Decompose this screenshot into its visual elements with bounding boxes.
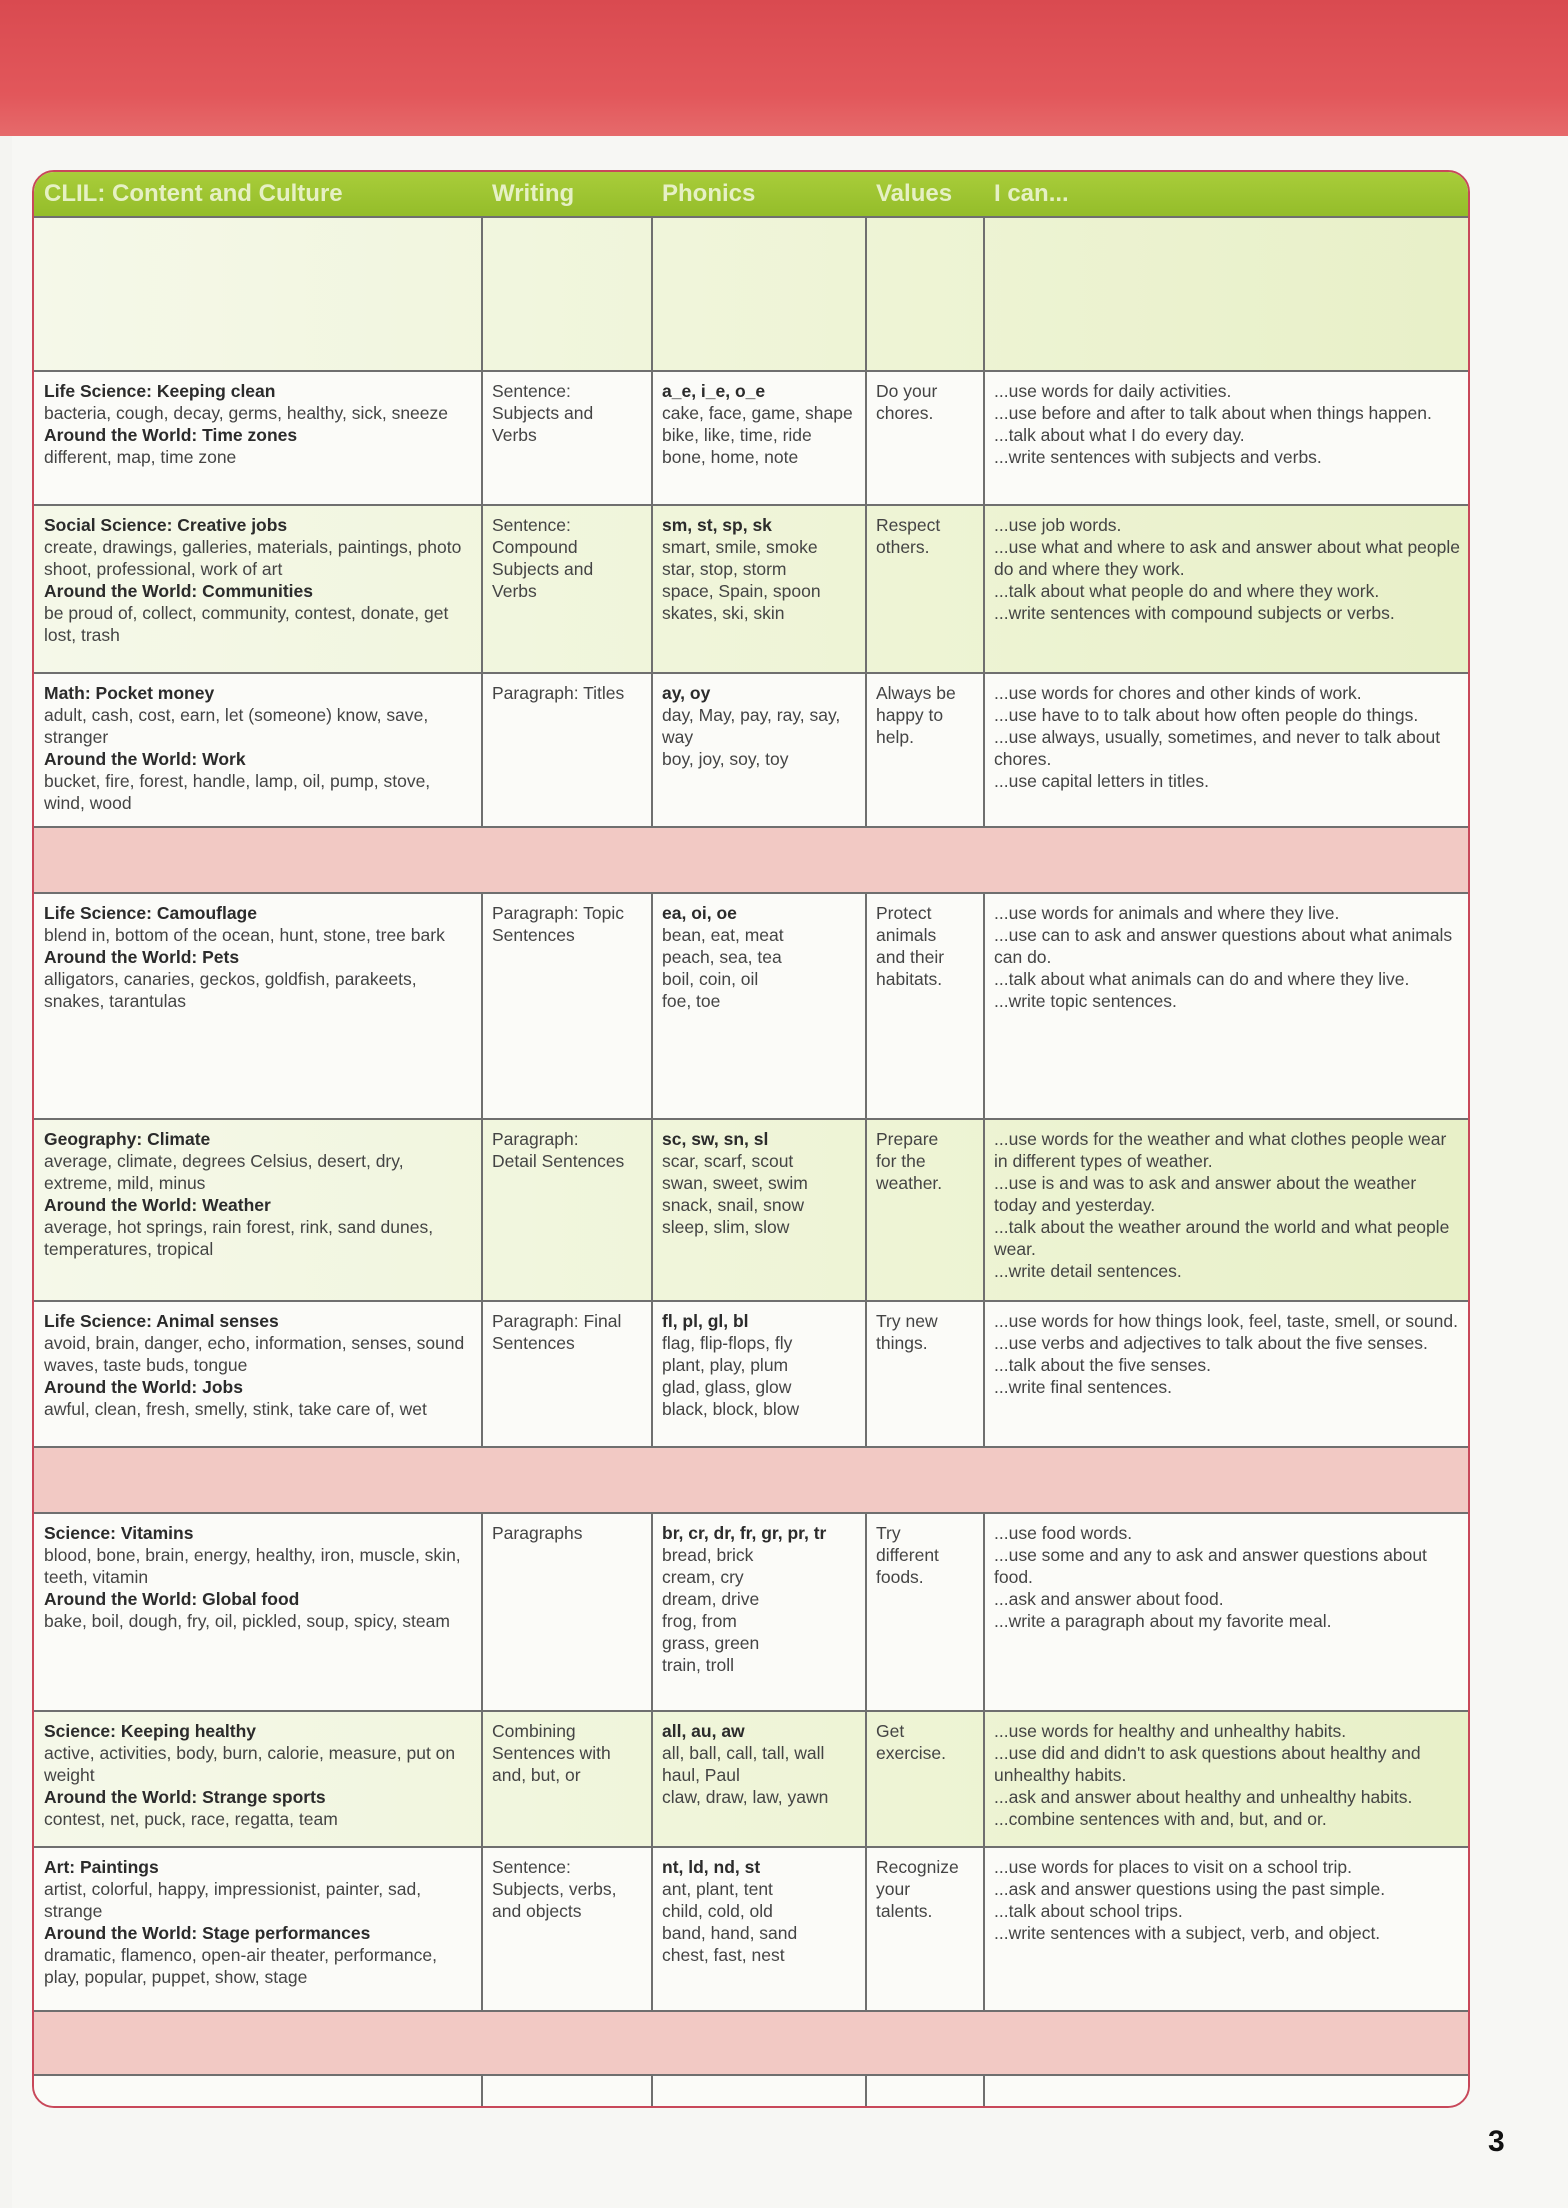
- vocab-list: all, ball, call, tall, wall: [662, 1743, 825, 1763]
- text-line: Prepare: [876, 1129, 939, 1149]
- vocab-list: foe, toe: [662, 991, 721, 1011]
- topic-heading: Around the World: Global food: [44, 1589, 300, 1609]
- clil-cell: [34, 506, 482, 674]
- text-line: and, but, or: [492, 1765, 581, 1785]
- column-divider: [865, 2076, 867, 2108]
- vocab-list: bone, home, note: [662, 447, 799, 467]
- vocab-list: awful, clean, fresh, smelly, stink, take care of, wet: [44, 1399, 427, 1419]
- topic-heading: a_e, i_e, o_e: [662, 381, 766, 401]
- text-line: Try new: [876, 1311, 938, 1331]
- text-line: different: [876, 1545, 939, 1565]
- blank-row: [34, 2074, 1468, 2108]
- unit-divider-row: [34, 1446, 1468, 1512]
- text-line: Get: [876, 1721, 905, 1741]
- vocab-list: child, cold, old: [662, 1901, 773, 1921]
- topic-heading: Around the World: Communities: [44, 581, 313, 601]
- text-line: ...use did and didn't to ask questions about healthy and unhealthy habits.: [994, 1743, 1421, 1785]
- vocab-list: average, hot springs, rain forest, rink, sand dunes, temperatures, tropical: [44, 1217, 434, 1259]
- vocab-list: frog, from: [662, 1611, 737, 1631]
- phonics-cell: [652, 894, 866, 1120]
- vocab-list: avoid, brain, danger, echo, information, senses, sound waves, taste buds, tongue: [44, 1333, 465, 1375]
- topic-heading: Around the World: Pets: [44, 947, 240, 967]
- writing-cell: [482, 372, 652, 506]
- clil-cell: [34, 1120, 482, 1302]
- vocab-list: active, activities, body, burn, calorie, measure, put on weight: [44, 1743, 456, 1785]
- text-line: ...write final sentences.: [994, 1377, 1172, 1397]
- text-line: ...use some and any to ask and answer questions about food.: [994, 1545, 1427, 1587]
- topic-heading: Geography: Climate: [44, 1129, 211, 1149]
- text-line: ...write sentences with a subject, verb, and object.: [994, 1923, 1381, 1943]
- text-line: Respect: [876, 515, 941, 535]
- vocab-list: cake, face, game, shape: [662, 403, 853, 423]
- vocab-list: band, hand, sand: [662, 1923, 798, 1943]
- topic-heading: Around the World: Stage performances: [44, 1923, 371, 1943]
- vocab-list: boil, coin, oil: [662, 969, 759, 989]
- vocab-list: flag, flip-flops, fly: [662, 1333, 793, 1353]
- i-can-cell: [984, 506, 1470, 674]
- text-line: ...use have to to talk about how often people do things.: [994, 705, 1419, 725]
- topic-heading: Around the World: Weather: [44, 1195, 271, 1215]
- table-row: [34, 1512, 1468, 1710]
- table-header: [34, 172, 1468, 216]
- vocab-list: be proud of, collect, community, contest, donate, get lost, trash: [44, 603, 449, 645]
- vocab-list: bike, like, time, ride: [662, 425, 812, 445]
- clil-cell: [34, 1712, 482, 1848]
- vocab-list: plant, play, plum: [662, 1355, 789, 1375]
- text-line: ...use words for animals and where they live.: [994, 903, 1340, 923]
- text-line: ...use can to ask and answer questions about what animals can do.: [994, 925, 1453, 967]
- phonics-cell: [652, 1120, 866, 1302]
- text-line: Sentences: [492, 925, 575, 945]
- topic-heading: Around the World: Strange sports: [44, 1787, 326, 1807]
- text-line: ...use food words.: [994, 1523, 1133, 1543]
- table-row: [34, 672, 1468, 826]
- phonics-cell: [652, 1848, 866, 2012]
- values-cell: [866, 1514, 984, 1712]
- text-line: ...use verbs and adjectives to talk about the five senses.: [994, 1333, 1428, 1353]
- page-number: 3: [1488, 2125, 1505, 2158]
- table-row: [34, 1118, 1468, 1300]
- vocab-list: different, map, time zone: [44, 447, 237, 467]
- text-line: ...use words for chores and other kinds of work.: [994, 683, 1362, 703]
- table-row: [34, 370, 1468, 504]
- text-line: ...ask and answer about healthy and unhealthy habits.: [994, 1787, 1413, 1807]
- values-cell: [866, 372, 984, 506]
- topic-heading: Around the World: Time zones: [44, 425, 298, 445]
- unit-divider-row: [34, 826, 1468, 892]
- vocab-list: haul, Paul: [662, 1765, 740, 1785]
- text-line: animals: [876, 925, 937, 945]
- text-line: ...ask and answer about food.: [994, 1589, 1224, 1609]
- vocab-list: dramatic, flamenco, open-air theater, performance, play, popular, puppet, show, stage: [44, 1945, 437, 1987]
- text-line: Verbs: [492, 425, 537, 445]
- vocab-list: bean, eat, meat: [662, 925, 784, 945]
- text-line: ...use words for places to visit on a school trip.: [994, 1857, 1352, 1877]
- clil-cell: [34, 1514, 482, 1712]
- text-line: your: [876, 1879, 911, 1899]
- text-line: Sentence:: [492, 515, 571, 535]
- text-line: happy to: [876, 705, 944, 725]
- text-line: Do your: [876, 381, 938, 401]
- vocab-list: scar, scarf, scout: [662, 1151, 794, 1171]
- text-line: Sentence:: [492, 1857, 571, 1877]
- clil-cell: [34, 674, 482, 828]
- topic-heading: Art: Paintings: [44, 1857, 159, 1877]
- vocab-list: dream, drive: [662, 1589, 760, 1609]
- phonics-cell: [652, 372, 866, 506]
- text-line: for the: [876, 1151, 926, 1171]
- vocab-list: blood, bone, brain, energy, healthy, iron, muscle, skin, teeth, vitamin: [44, 1545, 461, 1587]
- text-line: Try: [876, 1523, 901, 1543]
- text-line: ...write a paragraph about my favorite meal.: [994, 1611, 1332, 1631]
- text-line: ...use words for healthy and unhealthy habits.: [994, 1721, 1347, 1741]
- writing-cell: [482, 1120, 652, 1302]
- header-phonics: Phonics: [662, 180, 756, 207]
- topic-heading: Around the World: Jobs: [44, 1377, 243, 1397]
- topic-heading: Around the World: Work: [44, 749, 246, 769]
- i-can-cell: [984, 1302, 1470, 1448]
- values-cell: [866, 1712, 984, 1848]
- vocab-list: bake, boil, dough, fry, oil, pickled, soup, spicy, steam: [44, 1611, 450, 1631]
- text-line: ...talk about the weather around the world and what people wear.: [994, 1217, 1450, 1259]
- clil-cell: [34, 372, 482, 506]
- text-line: ...talk about what I do every day.: [994, 425, 1245, 445]
- writing-cell: [482, 894, 652, 1120]
- text-line: exercise.: [876, 1743, 947, 1763]
- text-line: Verbs: [492, 581, 537, 601]
- text-line: Paragraphs: [492, 1523, 583, 1543]
- table-row: [34, 892, 1468, 1118]
- topic-heading: Life Science: Animal senses: [44, 1311, 279, 1331]
- vocab-list: ant, plant, tent: [662, 1879, 773, 1899]
- header-clil: CLIL: Content and Culture: [44, 180, 343, 207]
- vocab-list: create, drawings, galleries, materials, paintings, photo shoot, professional, work of art: [44, 537, 462, 579]
- text-line: ...use is and was to ask and answer about the weather today and yesterday.: [994, 1173, 1417, 1215]
- i-can-cell: [984, 1120, 1470, 1302]
- top-red-band: [0, 0, 1568, 136]
- text-line: Paragraph:: [492, 1129, 579, 1149]
- values-cell: [866, 1120, 984, 1302]
- table-row: [34, 504, 1468, 672]
- vocab-list: black, block, blow: [662, 1399, 800, 1419]
- text-line: others.: [876, 537, 930, 557]
- header-i-can: I can...: [994, 180, 1069, 207]
- vocab-list: train, troll: [662, 1655, 734, 1675]
- text-line: ...use always, usually, sometimes, and never to talk about chores.: [994, 727, 1441, 769]
- vocab-list: alligators, canaries, geckos, goldfish, parakeets, snakes, tarantulas: [44, 969, 417, 1011]
- topic-heading: all, au, aw: [662, 1721, 745, 1741]
- vocab-list: cream, cry: [662, 1567, 744, 1587]
- vocab-list: bread, brick: [662, 1545, 754, 1565]
- topic-heading: br, cr, dr, fr, gr, pr, tr: [662, 1523, 827, 1543]
- text-line: ...write sentences with compound subjects or verbs.: [994, 603, 1395, 623]
- clil-cell: [34, 894, 482, 1120]
- vocab-list: adult, cash, cost, earn, let (someone) know, save, stranger: [44, 705, 429, 747]
- values-cell: [866, 894, 984, 1120]
- text-line: Paragraph: Titles: [492, 683, 625, 703]
- text-line: Subjects and: [492, 403, 594, 423]
- text-line: habitats.: [876, 969, 943, 989]
- i-can-cell: [984, 1712, 1470, 1848]
- writing-cell: [482, 1302, 652, 1448]
- text-line: chores.: [876, 403, 934, 423]
- vocab-list: sleep, slim, slow: [662, 1217, 790, 1237]
- text-line: ...use job words.: [994, 515, 1122, 535]
- text-line: ...talk about the five senses.: [994, 1355, 1211, 1375]
- text-line: Sentences: [492, 1333, 575, 1353]
- text-line: ...use before and after to talk about when things happen.: [994, 403, 1432, 423]
- text-line: Subjects and: [492, 559, 594, 579]
- vocab-list: snack, snail, snow: [662, 1195, 805, 1215]
- vocab-list: bacteria, cough, decay, germs, healthy, sick, sneeze: [44, 403, 449, 423]
- i-can-cell: [984, 1514, 1470, 1712]
- writing-cell: [482, 674, 652, 828]
- vocab-list: chest, fast, nest: [662, 1945, 785, 1965]
- text-line: ...use capital letters in titles.: [994, 771, 1209, 791]
- values-cell: [866, 1848, 984, 2012]
- writing-cell: [482, 1712, 652, 1848]
- text-line: ...write topic sentences.: [994, 991, 1177, 1011]
- text-line: and their: [876, 947, 945, 967]
- topic-heading: nt, ld, nd, st: [662, 1857, 761, 1877]
- text-line: ...talk about what animals can do and where they live.: [994, 969, 1410, 989]
- vocab-list: boy, joy, soy, toy: [662, 749, 789, 769]
- text-line: help.: [876, 727, 914, 747]
- vocab-list: bucket, fire, forest, handle, lamp, oil, pump, stove, wind, wood: [44, 771, 431, 813]
- writing-cell: [482, 1514, 652, 1712]
- vocab-list: artist, colorful, happy, impressionist, painter, sad, strange: [44, 1879, 422, 1921]
- vocab-list: star, stop, storm: [662, 559, 787, 579]
- text-line: Detail Sentences: [492, 1151, 625, 1171]
- vocab-list: glad, glass, glow: [662, 1377, 792, 1397]
- phonics-cell: [652, 1302, 866, 1448]
- scope-sequence-table: [32, 170, 1470, 2108]
- writing-cell: [482, 1848, 652, 2012]
- i-can-cell: [984, 894, 1470, 1120]
- column-divider: [865, 218, 867, 372]
- text-line: and objects: [492, 1901, 582, 1921]
- clil-cell: [34, 1848, 482, 2012]
- values-cell: [866, 506, 984, 674]
- topic-heading: ea, oi, oe: [662, 903, 737, 923]
- table-row: [34, 1300, 1468, 1446]
- topic-heading: ay, oy: [662, 683, 711, 703]
- header-writing: Writing: [492, 180, 575, 207]
- clil-cell: [34, 1302, 482, 1448]
- column-divider: [481, 218, 483, 372]
- column-divider: [651, 218, 653, 372]
- text-line: Compound: [492, 537, 578, 557]
- column-divider: [983, 218, 985, 372]
- topic-heading: fl, pl, gl, bl: [662, 1311, 749, 1331]
- topic-heading: Life Science: Camouflage: [44, 903, 257, 923]
- text-line: Always be: [876, 683, 956, 703]
- column-divider: [983, 2076, 985, 2108]
- text-line: ...write sentences with subjects and verbs.: [994, 447, 1322, 467]
- text-line: Recognize: [876, 1857, 959, 1877]
- text-line: ...use words for how things look, feel, taste, smell, or sound.: [994, 1311, 1458, 1331]
- text-line: ...ask and answer questions using the past simple.: [994, 1879, 1386, 1899]
- phonics-cell: [652, 1712, 866, 1848]
- writing-cell: [482, 506, 652, 674]
- text-line: Combining: [492, 1721, 576, 1741]
- vocab-list: day, May, pay, ray, say, way: [662, 705, 841, 747]
- unit-divider-row: [34, 2010, 1468, 2074]
- vocab-list: space, Spain, spoon: [662, 581, 821, 601]
- vocab-list: swan, sweet, swim: [662, 1173, 808, 1193]
- table-row: [34, 1846, 1468, 2010]
- vocab-list: grass, green: [662, 1633, 760, 1653]
- topic-heading: Life Science: Keeping clean: [44, 381, 276, 401]
- topic-heading: Science: Keeping healthy: [44, 1721, 257, 1741]
- text-line: foods.: [876, 1567, 924, 1587]
- vocab-list: skates, ski, skin: [662, 603, 785, 623]
- topic-heading: Science: Vitamins: [44, 1523, 194, 1543]
- text-line: Protect: [876, 903, 932, 923]
- topic-heading: sc, sw, sn, sl: [662, 1129, 769, 1149]
- text-line: Sentence:: [492, 381, 571, 401]
- vocab-list: peach, sea, tea: [662, 947, 782, 967]
- values-cell: [866, 674, 984, 828]
- text-line: ...combine sentences with and, but, and or.: [994, 1809, 1327, 1829]
- i-can-cell: [984, 372, 1470, 506]
- values-cell: [866, 1302, 984, 1448]
- table-row: [34, 1710, 1468, 1846]
- column-divider: [481, 2076, 483, 2108]
- text-line: Sentences with: [492, 1743, 611, 1763]
- text-line: ...write detail sentences.: [994, 1261, 1182, 1281]
- text-line: ...talk about school trips.: [994, 1901, 1183, 1921]
- phonics-cell: [652, 1514, 866, 1712]
- topic-heading: Social Science: Creative jobs: [44, 515, 288, 535]
- header-values: Values: [876, 180, 953, 207]
- text-line: ...use words for the weather and what clothes people wear in different types of weather.: [994, 1129, 1447, 1171]
- vocab-list: claw, draw, law, yawn: [662, 1787, 829, 1807]
- text-line: talents.: [876, 1901, 933, 1921]
- vocab-list: blend in, bottom of the ocean, hunt, stone, tree bark: [44, 925, 445, 945]
- text-line: ...talk about what people do and where they work.: [994, 581, 1380, 601]
- text-line: ...use what and where to ask and answer about what people do and where they work.: [994, 537, 1460, 579]
- vocab-list: contest, net, puck, race, regatta, team: [44, 1809, 338, 1829]
- vocab-list: smart, smile, smoke: [662, 537, 818, 557]
- text-line: Paragraph: Topic: [492, 903, 624, 923]
- i-can-cell: [984, 1848, 1470, 2012]
- text-line: Paragraph: Final: [492, 1311, 622, 1331]
- topic-heading: Math: Pocket money: [44, 683, 215, 703]
- topic-heading: sm, st, sp, sk: [662, 515, 772, 535]
- text-line: weather.: [876, 1173, 943, 1193]
- text-line: ...use words for daily activities.: [994, 381, 1232, 401]
- column-divider: [651, 2076, 653, 2108]
- i-can-cell: [984, 674, 1470, 828]
- phonics-cell: [652, 506, 866, 674]
- vocab-list: average, climate, degrees Celsius, desert, dry, extreme, mild, minus: [44, 1151, 404, 1193]
- text-line: things.: [876, 1333, 928, 1353]
- text-line: Subjects, verbs,: [492, 1879, 617, 1899]
- phonics-cell: [652, 674, 866, 828]
- blank-row: [34, 216, 1468, 370]
